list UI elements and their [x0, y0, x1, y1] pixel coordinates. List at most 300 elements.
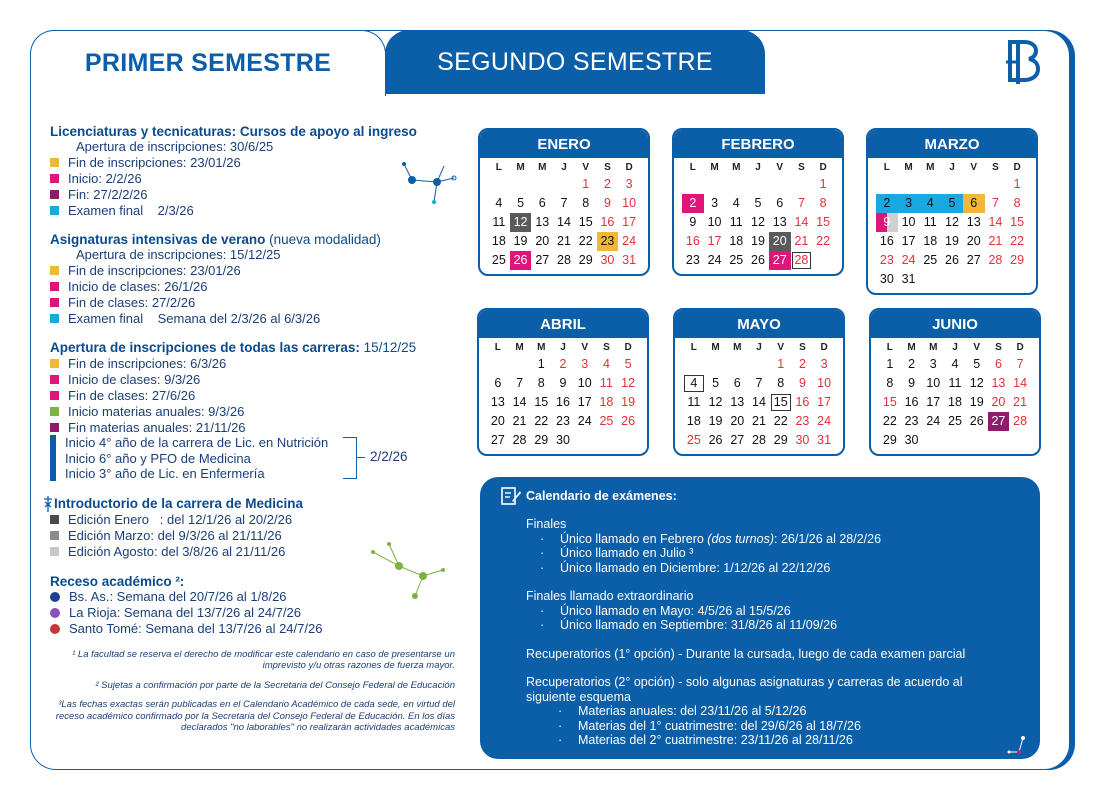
- exam-edit-icon: [500, 485, 522, 507]
- calendar-day: 22: [773, 414, 788, 428]
- calendar-day: 17: [901, 234, 916, 248]
- calendar-day: 10: [622, 196, 637, 210]
- footnote-1: ¹ La facultad se reserva el derecho de modificar este calendario en caso de presentarse un imprevisto y/u otras razones de fuerza mayor.: [72, 648, 455, 671]
- calendar-day: 21: [988, 234, 1003, 248]
- calendar-day: 1: [537, 357, 545, 371]
- pink-square-icon: [50, 174, 59, 183]
- weekday-label: M: [926, 162, 935, 173]
- calendar-day: 8: [819, 196, 827, 210]
- calendar-day: 11: [923, 215, 937, 229]
- month-title: MAYO: [675, 310, 843, 338]
- calendar-day: 2: [908, 357, 916, 371]
- start-years-group: Inicio 4° año de la carrera de Lic. en Nutrición Inicio 6° año y PFO de Medicina Inicio 3° año de Lic. en Enfermería 2/2/26: [50, 435, 460, 482]
- weekday-label: D: [625, 162, 633, 173]
- calendar-day: 3: [711, 196, 719, 210]
- pink-square-icon: [50, 282, 59, 291]
- calendar-day: 26: [751, 253, 765, 267]
- weekday-label: V: [776, 162, 784, 173]
- calendar-day: 10: [926, 376, 941, 390]
- calendar-day: 18: [686, 414, 701, 428]
- calendar-day: 27: [966, 253, 981, 267]
- calendar-day: 22: [816, 234, 831, 248]
- calendar-day: 26: [969, 414, 984, 428]
- calendar-day: 1: [777, 357, 785, 371]
- calendar-day: 29: [773, 433, 788, 447]
- weekday-label: M: [516, 162, 525, 173]
- calendar-day: 10: [901, 215, 916, 229]
- green-square-icon: [50, 407, 59, 416]
- left-column: [50, 124, 460, 734]
- calendar-day: 16: [685, 234, 700, 248]
- calendar-day: 17: [817, 395, 832, 409]
- weekday-label: S: [603, 342, 610, 353]
- cyan-square-icon: [50, 314, 59, 323]
- calendar-marzo: [866, 128, 1038, 295]
- purple-square-icon: [50, 423, 59, 432]
- calendar-day: 28: [512, 433, 527, 447]
- footnote-3: ³Las fechas exactas serán publicadas en el Calendario Académico de cada sede, en virtud del receso académico confirmado por la Secretaria del Consejo Federal de Educación. En los días declarados "no laborables" no realizarán actividades académicas: [55, 699, 455, 733]
- calendar-day: 26: [945, 253, 959, 267]
- calendar-day: 6: [494, 376, 502, 390]
- weekday-label: S: [799, 342, 806, 353]
- s1-title: Licenciaturas y tecnicaturas: Cursos de apoyo al ingreso: [50, 124, 417, 139]
- list-item: Edición Enero : del 12/1/26 al 20/2/26: [50, 512, 460, 528]
- calendar-day: 13: [730, 395, 745, 409]
- calendar-day: 18: [948, 395, 962, 409]
- exam-calendar: [480, 477, 1040, 759]
- molecule-green-icon: [365, 540, 455, 602]
- calendar-day: 21: [557, 234, 571, 248]
- group-date: 2/2/26: [370, 449, 408, 464]
- weekday-label: J: [560, 342, 566, 353]
- list-item: Fin de inscripciones: 23/01/26: [50, 262, 460, 278]
- list-item: Inicio: 2/2/26: [50, 170, 460, 186]
- caduceus-icon: [42, 496, 54, 512]
- weekday-label: S: [798, 162, 805, 173]
- calendar-day: 7: [1016, 357, 1024, 371]
- list-item: La Rioja: Semana del 13/7/26 al 24/7/26: [50, 605, 460, 621]
- s2-sub: Apertura de inscripciones: 15/12/25: [76, 247, 281, 262]
- calendar-day: 24: [817, 414, 832, 428]
- calendar-day: 25: [599, 414, 614, 428]
- calendar-day: 18: [491, 234, 506, 248]
- calendar-day: 16: [879, 234, 894, 248]
- calendar-day: 20: [769, 232, 791, 251]
- calendar-febrero: [672, 128, 844, 276]
- pink-square-icon: [50, 375, 59, 384]
- calendar-day: 25: [948, 414, 962, 428]
- calendar-day: 4: [732, 196, 740, 210]
- calendar-day: 8: [886, 376, 894, 390]
- calendar-day: 6: [538, 196, 546, 210]
- calendar-day: 22: [882, 414, 897, 428]
- s2-title: Asignaturas intensivas de verano (nueva modalidad): [50, 232, 381, 247]
- weekday-label: D: [1013, 162, 1021, 173]
- list-item: Fin de inscripciones: 23/01/26: [50, 154, 460, 170]
- calendar-day: 4: [495, 196, 503, 210]
- calendar-day: 18: [599, 395, 614, 409]
- list-item: Edición Marzo: del 9/3/26 al 21/11/26: [50, 528, 460, 544]
- calendar-day: 24: [707, 253, 722, 267]
- calendar-day: 12: [510, 213, 532, 232]
- navy-dot-icon: [50, 592, 60, 602]
- calendar-day: 30: [556, 433, 570, 447]
- calendar-day: 1: [819, 177, 827, 191]
- list-item: · Único llamado en Julio ³: [540, 546, 694, 560]
- calendar-day: 12: [708, 395, 723, 409]
- calendar-day: 5: [973, 357, 981, 371]
- gray-square-icon: [50, 531, 59, 540]
- calendar-day: 25: [729, 253, 744, 267]
- calendar-grid: [868, 158, 1036, 293]
- weekday-label: M: [515, 342, 524, 353]
- calendar-day: 15: [1010, 215, 1025, 229]
- calendar-day: 5: [624, 357, 632, 371]
- calendar-day: 14: [794, 215, 809, 229]
- calendar-day: 8: [1013, 196, 1021, 210]
- exam-body: Finales · Único llamado en Febrero (dos turnos): 26/1/26 al 28/2/26 · Único llamado en Julio ³ · Único llamado en Diciembre: 1/12/26 al 22/12/26 Finales llamado extraordinario · Único llamado en Mayo: 4/5/26 al 15/5/26 · Único llamado en Septiembre: 31/8/26 al 11/09/26 Recuperatorios (1° opción) - Durante la cursada, luego de cada examen parcial Recuperatorios (2° opción) - solo algunas asignaturas y carreras de acuerdo al siguiente esquema · Materias anuales: del 23/11/26 al 5/12/26 · Materias del 1° cuatrimestre: del 29/6/26 al 18/7/26 · Materias del 2° cuatrimestre: 23/11/26 al 28/11/26: [526, 517, 966, 747]
- calendar-day: 2: [798, 357, 806, 371]
- calendar-day: 7: [560, 196, 568, 210]
- calendar-day: 5: [941, 194, 963, 213]
- calendar-day: 3: [581, 357, 589, 371]
- weekday-label: J: [952, 342, 958, 353]
- list-item: Fin de inscripciones: 6/3/26: [50, 355, 460, 371]
- calendar-day: 19: [708, 414, 723, 428]
- calendar-day: 26: [621, 414, 636, 428]
- calendar-day: 2: [603, 177, 611, 191]
- calendar-day: 9: [559, 376, 567, 390]
- calendar-day: 25: [923, 253, 938, 267]
- s5-title: Receso académico ²:: [50, 573, 185, 589]
- weekday-label: D: [820, 342, 828, 353]
- calendar-day: 16: [600, 215, 615, 229]
- calendar-day: 24: [577, 414, 592, 428]
- dark-gray-square-icon: [50, 515, 59, 524]
- calendar-day: 14: [752, 395, 766, 409]
- list-item: Inicio de clases: 9/3/26: [50, 371, 460, 387]
- calendar-day: 10: [577, 376, 592, 390]
- weekday-label: D: [819, 162, 827, 173]
- list-item: · Materias del 2° cuatrimestre: 23/11/26 al 28/11/26: [558, 733, 853, 747]
- calendar-day: 1: [1013, 177, 1021, 191]
- calendar-day: 29: [1010, 253, 1025, 267]
- yellow-square-icon: [50, 158, 59, 167]
- calendar-day: 1: [886, 357, 894, 371]
- weekday-label: D: [624, 342, 632, 353]
- calendar-day: 3: [929, 357, 937, 371]
- list-item: · Único llamado en Diciembre: 1/12/26 al 22/12/26: [540, 560, 831, 575]
- weekday-label: M: [732, 162, 741, 173]
- list-item: · Único llamado en Mayo: 4/5/26 al 15/5/26: [540, 603, 791, 618]
- calendar-day: 29: [882, 433, 897, 447]
- calendar-day: 11: [599, 376, 613, 390]
- calendar-day: 31: [817, 433, 832, 447]
- weekday-label: J: [949, 162, 955, 173]
- calendar-day: 8: [537, 376, 545, 390]
- calendar-grid: [871, 338, 1039, 454]
- calendar-day: 15: [816, 215, 831, 229]
- calendar-day: 28: [1013, 414, 1028, 428]
- calendar-day: 30: [904, 433, 919, 447]
- list-item: Examen final 2/3/26: [50, 202, 460, 218]
- weekday-label: M: [907, 342, 916, 353]
- list-item: · Materias anuales: del 23/11/26 al 5/12/26: [558, 704, 807, 718]
- calendar-day: 25: [686, 433, 701, 447]
- calendar-day: 11: [687, 395, 701, 409]
- calendar-day: 13: [772, 215, 787, 229]
- calendar-day: 20: [490, 414, 505, 428]
- calendar-day: 4: [683, 374, 705, 393]
- weekday-label: V: [777, 342, 785, 353]
- calendar-day: 10: [707, 215, 722, 229]
- calendar-day: 21: [752, 414, 766, 428]
- weekday-label: V: [582, 162, 590, 173]
- weekday-label: J: [755, 162, 761, 173]
- calendar-day: 17: [707, 234, 722, 248]
- calendar-day: 14: [512, 395, 527, 409]
- calendar-day: 7: [755, 376, 763, 390]
- weekday-label: J: [756, 342, 762, 353]
- list-item: · Único llamado en Febrero (dos turnos): 26/1/26 al 28/2/26: [540, 531, 882, 546]
- calendar-day: 13: [535, 215, 550, 229]
- calendar-grid: [674, 158, 842, 274]
- calendar-day: 27: [490, 433, 505, 447]
- list-item: Fin de clases: 27/6/26: [50, 387, 460, 403]
- calendar-day: 3: [820, 357, 828, 371]
- calendar-day: 3: [625, 177, 633, 191]
- weekday-label: L: [689, 162, 696, 173]
- weekday-label: S: [992, 162, 999, 173]
- calendar-day: 27: [535, 253, 550, 267]
- calendar-day: 26: [708, 433, 723, 447]
- calendar-day: 15: [882, 395, 897, 409]
- calendar-day: 30: [795, 433, 810, 447]
- calendar-day: 22: [534, 414, 549, 428]
- calendar-day: 13: [966, 215, 981, 229]
- calendar-day: 29: [578, 253, 593, 267]
- calendar-day: 14: [988, 215, 1003, 229]
- calendar-day: 7: [797, 196, 805, 210]
- calendar-day: 3: [898, 194, 920, 213]
- calendar-day: 9: [876, 213, 898, 232]
- pink-square-icon: [50, 298, 59, 307]
- calendar-day: 12: [969, 376, 984, 390]
- month-title: MARZO: [868, 130, 1036, 158]
- calendar-day: 20: [966, 234, 981, 248]
- calendar-day: 12: [945, 215, 959, 229]
- weekday-label: V: [973, 342, 981, 353]
- calendar-day: 19: [969, 395, 984, 409]
- calendar-day: 7: [991, 196, 999, 210]
- red-dot-icon: [50, 624, 60, 634]
- violet-dot-icon: [50, 608, 60, 618]
- exam-title: Calendario de exámenes:: [526, 489, 677, 503]
- molecule-icon: [392, 158, 462, 208]
- calendar-day: 31: [901, 272, 916, 286]
- list-item: Bs. As.: Semana del 20/7/26 al 1/8/26: [50, 589, 460, 605]
- calendar-grid: [479, 338, 647, 454]
- calendar-day: 6: [776, 196, 784, 210]
- calendar-day: 7: [516, 376, 524, 390]
- calendar-day: 17: [622, 215, 637, 229]
- calendar-day: 19: [621, 395, 636, 409]
- calendar-day: 16: [904, 395, 919, 409]
- weekday-label: J: [561, 162, 567, 173]
- calendar-day: 30: [879, 272, 894, 286]
- calendar-day: 29: [534, 433, 549, 447]
- calendar-day: 28: [752, 433, 766, 447]
- weekday-label: L: [495, 162, 502, 173]
- s4-title: Introductorio de la carrera de Medicina: [42, 496, 460, 512]
- calendar-day: 9: [689, 215, 697, 229]
- calendar-grid: [675, 338, 843, 454]
- calendar-day: 2: [876, 194, 898, 213]
- calendar-day: 22: [578, 234, 593, 248]
- calendar-day: 12: [621, 376, 636, 390]
- month-title: JUNIO: [871, 310, 1039, 338]
- calendar-day: 18: [729, 234, 744, 248]
- calendar-day: 24: [622, 234, 637, 248]
- calendar-day: 19: [751, 234, 765, 248]
- calendar-day: 23: [795, 414, 810, 428]
- calendar-day: 4: [951, 357, 959, 371]
- calendar-day: 8: [582, 196, 590, 210]
- tab-segundo-semestre[interactable]: SEGUNDO SEMESTRE: [385, 30, 765, 94]
- tab-primer-semestre[interactable]: PRIMER SEMESTRE: [30, 30, 386, 96]
- small-molecule-icon: [1005, 732, 1035, 756]
- calendar-day: 27: [769, 251, 791, 270]
- calendar-day: 31: [622, 253, 637, 267]
- calendar-day: 26: [510, 251, 532, 270]
- calendar-day: 22: [1010, 234, 1025, 248]
- calendar-day: 21: [794, 234, 809, 248]
- calendar-day: 15: [578, 215, 593, 229]
- list-item: Fin materias anuales: 21/11/26: [50, 419, 460, 435]
- calendar-day: 14: [557, 215, 571, 229]
- list-item: Examen final Semana del 2/3/26 al 6/3/26: [50, 310, 460, 326]
- calendar-day: 6: [994, 357, 1002, 371]
- calendar-day: 13: [490, 395, 505, 409]
- calendar-day: 24: [901, 253, 916, 267]
- calendar-day: 2: [682, 194, 704, 213]
- weekday-label: M: [711, 342, 720, 353]
- calendar-day: 23: [597, 232, 619, 251]
- calendar-day: 23: [685, 253, 700, 267]
- calendar-day: 16: [795, 395, 810, 409]
- calendar-day: 2: [559, 357, 567, 371]
- calendar-day: 23: [556, 414, 570, 428]
- calendar-day: 28: [791, 251, 813, 270]
- weekday-label: V: [581, 342, 589, 353]
- calendar-day: 21: [1013, 395, 1028, 409]
- calendar-grid: [480, 158, 648, 274]
- calendar-day: 5: [517, 196, 525, 210]
- list-item: Edición Agosto: del 3/8/26 al 21/11/26: [50, 544, 460, 560]
- weekday-label: L: [886, 342, 893, 353]
- calendar-junio: [869, 308, 1041, 456]
- calendar-day: 6: [963, 194, 985, 213]
- calendar-day: 24: [926, 414, 941, 428]
- s1-sub: Apertura de inscripciones: 30/6/25: [76, 139, 274, 154]
- calendar-day: 19: [513, 234, 528, 248]
- calendar-mayo: [673, 308, 845, 456]
- calendar-day: 9: [908, 376, 916, 390]
- calendar-day: 4: [602, 357, 610, 371]
- list-item: Santo Tomé: Semana del 13/7/26 al 24/7/26: [50, 621, 460, 637]
- calendar-day: 21: [512, 414, 527, 428]
- calendar-day: 25: [491, 253, 506, 267]
- blue-bar-icon: [50, 435, 56, 481]
- purple-square-icon: [50, 190, 59, 199]
- s3-title: Apertura de inscripciones de todas las carreras: 15/12/25: [50, 340, 417, 355]
- calendar-day: 13: [991, 376, 1006, 390]
- calendar-day: 17: [926, 395, 941, 409]
- calendar-day: 8: [777, 376, 785, 390]
- yellow-square-icon: [50, 359, 59, 368]
- list-item: Inicio de clases: 26/1/26: [50, 278, 460, 294]
- weekday-label: L: [883, 162, 890, 173]
- calendar-day: 14: [1013, 376, 1028, 390]
- list-item: Fin: 27/2/2/26: [50, 186, 460, 202]
- calendar-day: 23: [879, 253, 894, 267]
- calendar-day: 23: [904, 414, 919, 428]
- list-item: Fin de clases: 27/2/26: [50, 294, 460, 310]
- brace-icon: [343, 437, 357, 479]
- calendar-day: 1: [582, 177, 590, 191]
- weekday-label: M: [537, 342, 546, 353]
- yellow-square-icon: [50, 266, 59, 275]
- calendar-day: 11: [948, 376, 962, 390]
- calendar-day: 28: [988, 253, 1003, 267]
- weekday-label: M: [710, 162, 719, 173]
- university-logo: [1002, 38, 1042, 86]
- calendar-day: 5: [754, 196, 762, 210]
- weekday-label: S: [995, 342, 1002, 353]
- month-title: FEBRERO: [674, 130, 842, 158]
- calendar-day: 20: [730, 414, 745, 428]
- calendar-day: 6: [733, 376, 741, 390]
- calendar-day: 5: [712, 376, 720, 390]
- list-item: · Único llamado en Septiembre: 31/8/26 al 11/09/26: [540, 618, 838, 632]
- calendar-day: 9: [798, 376, 806, 390]
- footnote-2: ² Sujetas a confirmación por parte de la Secretaria del Consejo Federal de Educación: [95, 679, 455, 691]
- calendar-day: 19: [945, 234, 959, 248]
- calendar-day: 18: [923, 234, 938, 248]
- weekday-label: S: [604, 162, 611, 173]
- calendar-day: 15: [770, 393, 792, 412]
- cyan-square-icon: [50, 206, 59, 215]
- calendar-day: 27: [730, 433, 745, 447]
- calendar-day: 28: [557, 253, 571, 267]
- weekday-label: M: [904, 162, 913, 173]
- month-title: ABRIL: [479, 310, 647, 338]
- calendar-day: 10: [817, 376, 832, 390]
- calendar-day: 15: [534, 395, 549, 409]
- calendar-abril: [477, 308, 649, 456]
- calendar-day: 27: [988, 412, 1010, 431]
- calendar-day: 12: [751, 215, 765, 229]
- pink-square-icon: [50, 391, 59, 400]
- weekday-label: M: [538, 162, 547, 173]
- calendar-enero: [478, 128, 650, 276]
- calendar-day: 16: [556, 395, 570, 409]
- calendar-day: 9: [603, 196, 611, 210]
- calendar-day: 20: [535, 234, 550, 248]
- weekday-label: V: [970, 162, 978, 173]
- calendar-day: 20: [991, 395, 1006, 409]
- calendar-day: 17: [577, 395, 592, 409]
